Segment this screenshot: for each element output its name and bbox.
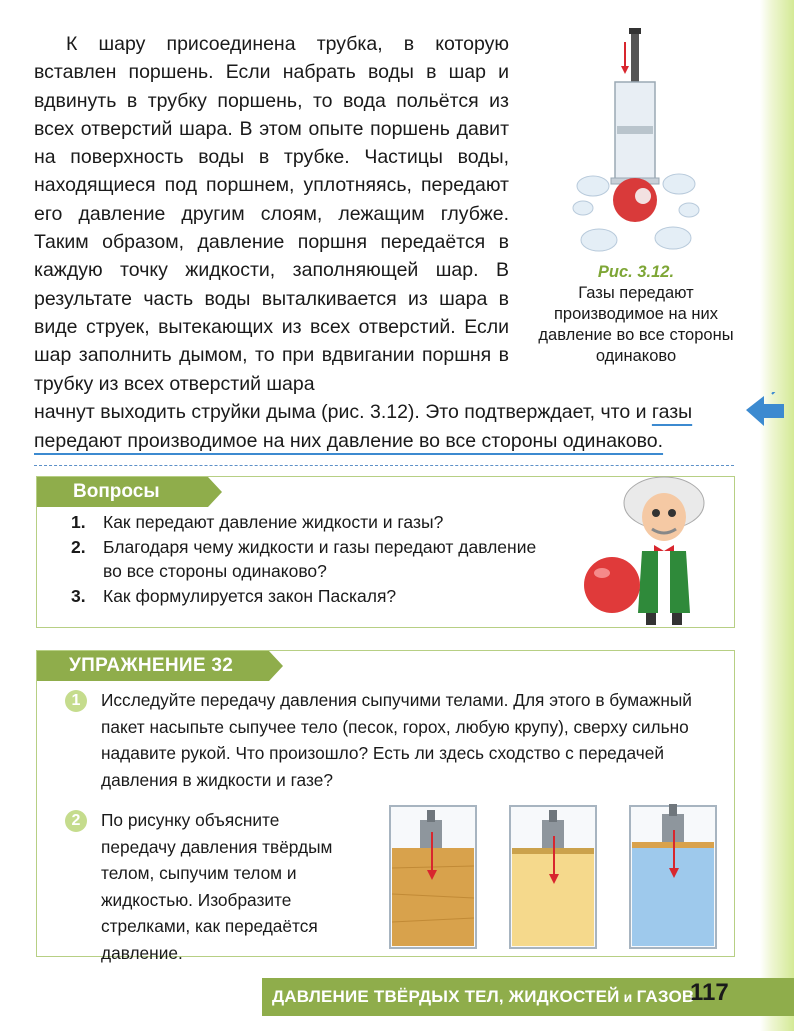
page-number: 117 <box>690 979 729 1006</box>
exercise-section <box>36 650 735 963</box>
main-paragraph: К шару присоединена трубка, в которую вставлен поршень. Если набрать воды в шар и вдвинуть в трубку поршень, то вода польётся из всех отверстий шара. В этом опыте поршень давит на поверхность воды в трубке. Частицы воды, находящиеся под поршнем, уплотняясь, передают его давление другим слоям, лежащим глубже. Таким образом, давление поршня передаётся в каждую точку жидкости, заполняющей шар. В результате часть воды выталкивается из шара в виде струек, вытекающих из всех отверстий. Если шар заполнить дымом, то при вдвигании поршня в трубку из всех отверстий шара <box>34 33 509 395</box>
highlight-gases: газы <box>651 401 693 423</box>
beaker-granular-illustration <box>510 806 596 948</box>
beakers-illustration <box>382 796 722 954</box>
professor-mascot-illustration <box>572 473 732 625</box>
question-item <box>71 510 541 535</box>
beaker-solid-illustration <box>390 806 476 948</box>
exercise-task <box>65 687 725 793</box>
exercise-title: УПРАЖНЕНИЕ 32 <box>37 651 269 681</box>
figure-number: Рис. 3.12. <box>597 263 675 281</box>
questions-list <box>71 510 541 608</box>
figure-caption <box>536 262 736 367</box>
question-text: Благодаря чему жидкости и газы передают давление во все стороны одинаково? <box>103 536 537 581</box>
questions-title: Вопросы <box>37 477 208 507</box>
question-number: 1. <box>71 512 86 532</box>
task-text: По рисунку объясните передачу давления твёрдым телом, сыпучим телом и жидкостью. Изобразите стрелками, как передаётся давление. <box>101 810 333 963</box>
task-text: Исследуйте передачу давления сыпучими телами. Для этого в бумажный пакет насыпьте сыпучее тело (песок, горох, любую крупу), сверху сильно надавите рукой. Что произошло? Есть ли здесь сходство с передачей давления в жидкости и газе? <box>101 690 692 790</box>
figure-caption-text: Газы передают производимое на них давление во все стороны одинаково <box>538 284 734 365</box>
figure-pascal-ball <box>565 28 705 258</box>
section-divider <box>34 465 734 466</box>
question-item <box>71 584 541 609</box>
task-number-badge: 1 <box>65 690 87 712</box>
question-number: 3. <box>71 585 86 606</box>
beaker-liquid-illustration <box>630 804 716 948</box>
exercise-task <box>65 807 335 966</box>
main-paragraph-continuation <box>34 398 734 456</box>
question-text: Как формулируется закон Паскаля? <box>103 585 397 606</box>
questions-section <box>36 476 735 628</box>
margin-arrow-icon <box>744 392 788 432</box>
question-number: 2. <box>71 536 86 557</box>
continuation-plain: начнут выходить струйки дыма (рис. 3.12). Это подтверждает, что и <box>34 401 652 423</box>
page-edge-decoration <box>760 0 794 1031</box>
question-text: Как передают давление жидкости и газы? <box>103 512 444 532</box>
task-number-badge: 2 <box>65 810 87 832</box>
highlight-pascal-statement: передают производимое на них давление во все стороны одинаково. <box>34 430 664 452</box>
question-item <box>71 535 541 584</box>
chapter-title: ДАВЛЕНИЕ ТВЁРДЫХ ТЕЛ, ЖИДКОСТЕЙ и ГАЗОВ <box>272 987 695 1006</box>
